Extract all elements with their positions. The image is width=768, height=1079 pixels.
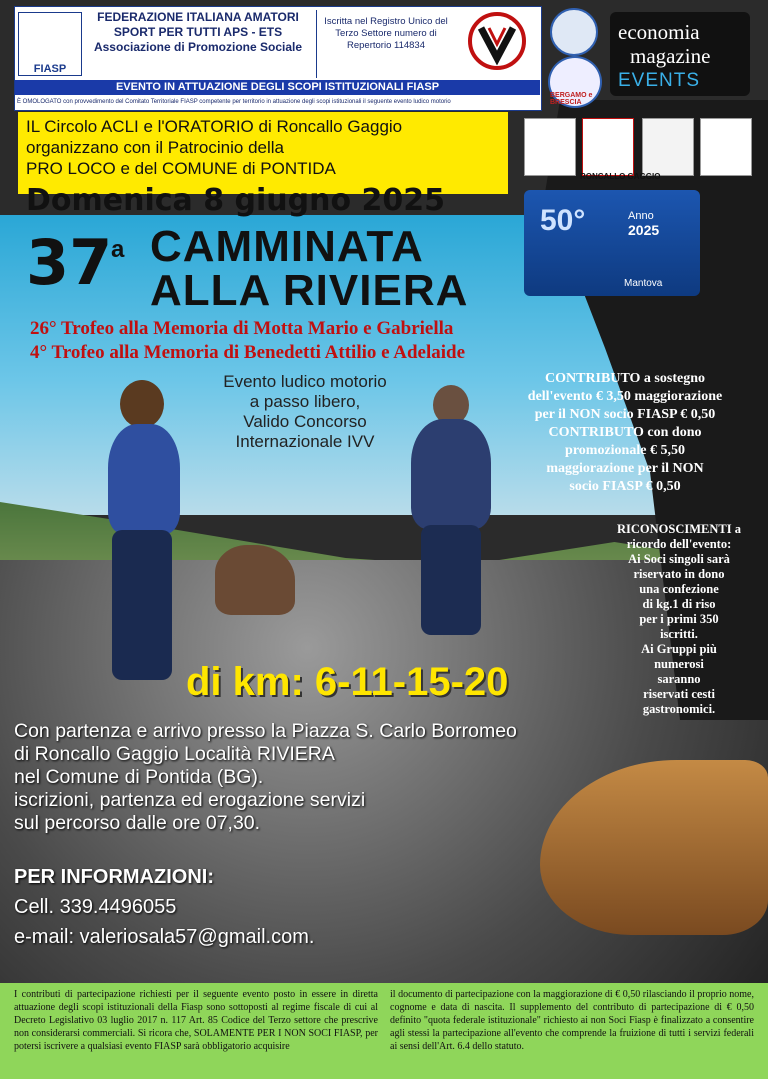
proloco-logo-icon	[642, 118, 694, 176]
evento-istituzionale-bar: EVENTO IN ATTUAZIONE DEGLI SCOPI ISTITUZIONALI FIASP	[15, 80, 540, 95]
contributo-line: per il NON socio FIASP € 0,50	[534, 407, 716, 422]
ludico-line: Internazionale IVV	[235, 432, 375, 451]
riconoscimenti-line: per i primi 350	[639, 612, 719, 626]
riconoscimenti-line: riservati cesti	[643, 687, 715, 701]
partenza-line: sul percorso dalle ore 07,30.	[14, 812, 261, 834]
partenza-line: iscrizioni, partenza ed erogazione servizi	[14, 789, 366, 811]
ludico-line: Valido Concorso	[243, 412, 367, 431]
card-year: 2025	[628, 222, 660, 238]
riconoscimenti-line: gastronomici.	[642, 702, 716, 716]
riconoscimenti-line: riservato in dono	[633, 567, 725, 581]
acli-logo-icon	[582, 118, 634, 176]
partenza-line: Con partenza e arrivo presso la Piazza S. Carlo Borromeo	[14, 720, 517, 742]
bergamo-brescia-badge-icon: BERGAMO e BRESCIA	[548, 56, 602, 108]
email-address[interactable]: e-mail: valeriosala57@gmail.com.	[14, 926, 315, 948]
riconoscimenti-line: di kg.1 di riso	[642, 597, 716, 611]
ivv-logo-icon	[456, 10, 538, 72]
contributo-line: promozionale € 5,50	[565, 443, 685, 458]
card-anno: Anno	[628, 210, 654, 222]
partenza-line: nel Comune di Pontida (BG).	[14, 766, 264, 788]
omologato-text: È OMOLOGATO con provvedimento del Comitato Territoriale FIASP competente per territorio in attuazione degli scopi istituzionali il seguente evento ludico motorio	[17, 99, 451, 105]
contributo-line: maggiorazione per il NON	[546, 461, 704, 476]
riconoscimenti-line: ricordo dell'evento:	[626, 537, 732, 551]
organizers-line-3: PRO LOCO e del COMUNE di PONTIDA	[26, 159, 336, 178]
contributo-line: CONTRIBUTO a sostegno	[545, 371, 705, 386]
fiasp-anniversary-badge-icon	[550, 8, 598, 56]
partenza-line: di Roncallo Gaggio Località RIVIERA	[14, 743, 335, 765]
title-line-1: CAMMINATA	[150, 222, 424, 271]
ludico-description	[180, 372, 430, 452]
footer-left-text: I contributi di partecipazione richiesti per il seguente evento posto in essere in diretta attuazione degli scopi istituzionali della Fiasp sono sottoposti al regime fiscale di cui al Decreto Legislativo 03 luglio 2017 n. 117 Art. 85 Codice del Terzo settore che prescrive non considerarsi commerciali. Si ricora che, SOLAMENTE PER I NON SOCI FIASP, per potersi iscrivere a qualsiasi evento FIASP sarà obbligatorio acquisire	[14, 989, 378, 1052]
organizers-text	[26, 116, 506, 179]
dog-image	[215, 545, 295, 615]
economia-magazine-logo	[610, 12, 750, 96]
phone-number[interactable]: Cell. 339.4496055	[14, 896, 177, 918]
trofeo-line-2: 4° Trofeo alla Memoria di Benedetti Attilio e Adelaide	[30, 342, 466, 363]
partenza-info	[14, 720, 694, 835]
edition-number: 37	[26, 226, 113, 299]
ludico-line: Evento ludico motorio	[223, 372, 387, 391]
federation-name	[82, 10, 314, 78]
card-fifty: 50°	[540, 204, 586, 237]
fiasp-logo-icon: FIASP	[18, 12, 82, 76]
registro-text: Iscritta nel Registro Unico del Terzo Settore numero di Repertorio 114834	[316, 10, 455, 78]
magazine-word: magazine	[630, 44, 711, 68]
comune-pontida-crest-icon	[700, 118, 752, 176]
riconoscimenti-line: RICONOSCIMENTI a	[617, 522, 741, 536]
contributo-info	[500, 370, 750, 496]
riconoscimenti-line: Ai Gruppi più	[641, 642, 717, 656]
economia-word: economia	[618, 20, 700, 44]
riconoscimenti-line: numerosi	[654, 657, 704, 671]
trofeo-line-1: 26° Trofeo alla Memoria di Motta Mario e Gabriella	[30, 318, 454, 339]
card-city: Mantova	[624, 278, 663, 289]
events-word: EVENTS	[618, 70, 701, 91]
contributo-line: socio FIASP € 0,50	[569, 479, 681, 494]
riconoscimenti-info	[594, 522, 764, 717]
riconoscimenti-line: una confezione	[639, 582, 719, 596]
riconoscimenti-line: Ai Soci singoli sarà	[628, 552, 730, 566]
fed-line-2: SPORT PER TUTTI APS - ETS	[113, 25, 283, 39]
ludico-line: a passo libero,	[249, 392, 361, 411]
fed-line-1: FEDERAZIONE ITALIANA AMATORI	[97, 10, 299, 24]
info-heading: PER INFORMAZIONI:	[14, 866, 214, 888]
edition-suffix: a	[111, 236, 125, 263]
fiasp-50-card	[524, 190, 700, 296]
title-line-2: ALLA RIVIERA	[150, 266, 469, 315]
organizers-line-2: organizzano con il Patrocinio della	[26, 138, 284, 157]
roncallo-caption: RONCALLO GAGGIO	[580, 172, 661, 181]
riconoscimenti-line: saranno	[657, 672, 701, 686]
distances-km: di km: 6-11-15-20	[186, 660, 509, 704]
organizers-line-1: IL Circolo ACLI e l'ORATORIO di Roncallo Gaggio	[26, 117, 403, 136]
contributo-line: dell'evento € 3,50 maggiorazione	[527, 389, 723, 404]
event-date: Domenica 8 giugno 2025	[26, 183, 446, 218]
riconoscimenti-line: iscritti.	[660, 627, 698, 641]
fed-line-3: Associazione di Promozione Sociale	[93, 40, 303, 54]
footer-right-text: il documento di partecipazione con la maggiorazione di € 0,50 rilasciando il proprio nome, cognome e data di nascita. Il supplemento del contributo di partecipazione di € 0,50 definito "quota federale istituzionale" richiesto ai non Soci Fiasp è finalizzato a consentire agli stessi la partecipazione all'evento che comprende la fruizione di tutti i servizi federali ai sensi dell'Art. 6.4 dello statuto.	[390, 989, 754, 1052]
church-logo-icon	[524, 118, 576, 176]
contributo-line: CONTRIBUTO con dono	[548, 425, 702, 440]
